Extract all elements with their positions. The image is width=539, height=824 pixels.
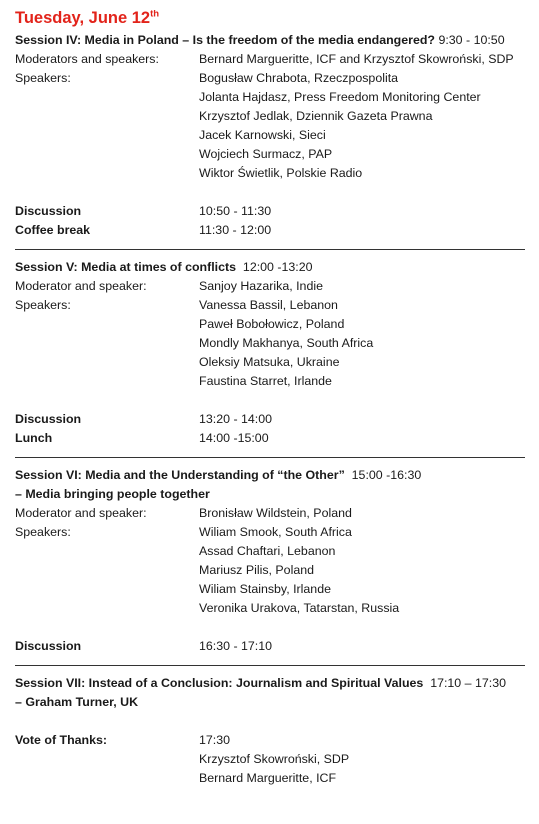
speaker-name: Oleksiy Matsuka, Ukraine	[199, 355, 340, 369]
speaker-name: Mariusz Pilis, Poland	[199, 563, 315, 577]
vote-name-row	[15, 750, 525, 769]
session-7	[15, 674, 525, 788]
speaker-row	[15, 164, 525, 183]
divider	[15, 249, 525, 250]
session-title-text: Session IV: Media in Poland – Is the freedom of the media endangered?	[15, 33, 435, 47]
moderator-label: Moderator and speaker:	[15, 279, 147, 293]
speaker-row	[15, 523, 525, 542]
session-title	[15, 31, 525, 50]
lunch-row	[15, 429, 525, 448]
speaker-name: Wojciech Surmacz, PAP	[199, 147, 333, 161]
speaker-row	[15, 296, 525, 315]
coffee-break-time: 11:30 - 12:00	[199, 223, 272, 237]
speaker-name: Krzysztof Jedlak, Dziennik Gazeta Prawna	[199, 109, 433, 123]
moderator-name: Bernard Margueritte, ICF and Krzysztof Skowroński, SDP	[199, 52, 514, 66]
session-title-text: Session VI: Media and the Understanding of “the Other”	[15, 468, 345, 482]
speaker-name: Wiliam Smook, South Africa	[199, 525, 352, 539]
session-5	[15, 258, 525, 448]
session-time: 17:10 – 17:30	[430, 676, 506, 690]
speaker-name: Mondly Makhanya, South Africa	[199, 336, 374, 350]
speaker-row	[15, 69, 525, 88]
moderator-label: Moderator and speaker:	[15, 506, 147, 520]
speaker-name: Vanessa Bassil, Lebanon	[199, 298, 338, 312]
speaker-name: Wiliam Stainsby, Irlande	[199, 582, 331, 596]
vote-name: Krzysztof Skowroński, SDP	[199, 752, 350, 766]
session-6	[15, 466, 525, 656]
discussion-label: Discussion	[15, 639, 82, 653]
day-title	[15, 8, 525, 28]
speaker-row	[15, 126, 525, 145]
vote-of-thanks-label: Vote of Thanks:	[15, 733, 108, 747]
session-time: 12:00 -13:20	[242, 260, 313, 274]
session-title-text: Session V: Media at times of conflicts	[15, 260, 237, 274]
discussion-time: 16:30 - 17:10	[199, 639, 273, 653]
speaker-name: Jacek Karnowski, Sieci	[199, 128, 326, 142]
moderator-row	[15, 277, 525, 296]
session-title	[15, 466, 525, 485]
session-4	[15, 31, 525, 240]
discussion-label: Discussion	[15, 204, 82, 218]
session-subtitle: – Media bringing people together	[15, 487, 210, 501]
speaker-name: Jolanta Hajdasz, Press Freedom Monitoring Center	[199, 90, 481, 104]
vote-name-row	[15, 769, 525, 788]
session-title	[15, 674, 525, 693]
moderator-name: Bronisław Wildstein, Poland	[199, 506, 352, 520]
discussion-time: 10:50 - 11:30	[199, 204, 272, 218]
vote-of-thanks-time: 17:30	[199, 733, 231, 747]
speaker-name: Assad Chaftari, Lebanon	[199, 544, 336, 558]
speaker-name: Veronika Urakova, Tatarstan, Russia	[199, 601, 400, 615]
speaker-name: Paweł Bobołowicz, Poland	[199, 317, 345, 331]
day-title-superscript: th	[150, 8, 160, 20]
discussion-row	[15, 202, 525, 221]
discussion-time: 13:20 - 14:00	[199, 412, 273, 426]
session-time: 15:00 -16:30	[351, 468, 422, 482]
speaker-row	[15, 353, 525, 372]
speaker-row	[15, 599, 525, 618]
lunch-time: 14:00 -15:00	[199, 431, 269, 445]
coffee-break-label: Coffee break	[15, 223, 91, 237]
speakers-label: Speakers:	[15, 71, 71, 85]
speaker-row	[15, 88, 525, 107]
speaker-row	[15, 580, 525, 599]
session-title-text: Session VII: Instead of a Conclusion: Journalism and Spiritual Values	[15, 676, 424, 690]
lunch-label: Lunch	[15, 431, 53, 445]
speaker-row	[15, 561, 525, 580]
speaker-row	[15, 334, 525, 353]
moderator-row	[15, 504, 525, 523]
speaker-row	[15, 145, 525, 164]
speaker-row	[15, 542, 525, 561]
speaker-row	[15, 372, 525, 391]
discussion-row	[15, 410, 525, 429]
speakers-label: Speakers:	[15, 525, 71, 539]
divider	[15, 457, 525, 458]
speaker-name: Wiktor Świetlik, Polskie Radio	[199, 166, 363, 180]
vote-of-thanks-row	[15, 731, 525, 750]
day-title-text: Tuesday, June 12	[15, 9, 151, 27]
speaker-row	[15, 107, 525, 126]
session-subtitle: – Graham Turner, UK	[15, 695, 139, 709]
coffee-break-row	[15, 221, 525, 240]
speaker-name: Faustina Starret, Irlande	[199, 374, 332, 388]
discussion-row	[15, 637, 525, 656]
speaker-name: Bogusław Chrabota, Rzeczpospolita	[199, 71, 399, 85]
speakers-label: Speakers:	[15, 298, 71, 312]
discussion-label: Discussion	[15, 412, 82, 426]
moderator-row	[15, 50, 525, 69]
divider	[15, 665, 525, 666]
moderator-name: Sanjoy Hazarika, Indie	[199, 279, 323, 293]
vote-name: Bernard Margueritte, ICF	[199, 771, 337, 785]
moderator-label: Moderators and speakers:	[15, 52, 159, 66]
speaker-row	[15, 315, 525, 334]
session-time: 9:30 - 10:50	[438, 33, 505, 47]
session-title	[15, 258, 525, 277]
